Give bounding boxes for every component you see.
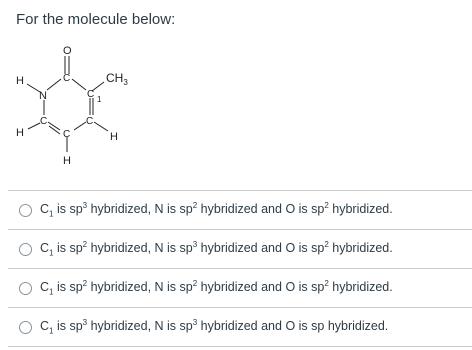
molecule-structure <box>0 40 200 175</box>
radio-button[interactable] <box>19 243 32 256</box>
atom-c-right: C <box>86 116 94 127</box>
answer-option-1[interactable] <box>8 190 472 229</box>
answer-label: $C_1$ is $sp^2$ hybridized, N is $sp^3$ hybridized and O is $sp^2$ hybridized. <box>40 240 393 258</box>
question-text: For the molecule below: <box>16 11 176 28</box>
radio-button[interactable] <box>19 321 32 334</box>
atom-h-left: H <box>16 75 24 87</box>
svg-text:CH3 <box>106 71 128 87</box>
atom-o: O <box>63 45 72 57</box>
atom-ch3: CH <box>106 71 124 85</box>
atom-c1: C <box>87 89 95 100</box>
atom-h-left-lower: H <box>16 127 24 139</box>
answer-option-2[interactable] <box>8 229 472 268</box>
answer-label: $C_1$ is $sp^2$ hybridized, N is $sp^2$ hybridized and O is $sp^2$ hybridized. <box>40 279 393 297</box>
answer-label: $C_1$ is $sp^3$ hybridized, N is $sp^2$ hybridized and O is $sp^2$ hybridized. <box>40 201 393 219</box>
atom-n: N <box>39 90 47 102</box>
atom-ch3-subscript: 3 <box>123 78 128 87</box>
atom-c-top: C <box>63 73 71 84</box>
answer-list <box>8 190 472 347</box>
atom-h-bottom: H <box>63 155 71 167</box>
atom-c1-number: 1 <box>97 95 102 104</box>
radio-button[interactable] <box>19 204 32 217</box>
answer-label: $C_1$ is $sp^3$ hybridized, N is $sp^3$ hybridized and O is sp hybridized. <box>40 318 389 336</box>
radio-button[interactable] <box>19 282 32 295</box>
atom-h-right: H <box>110 131 118 143</box>
atom-c-bottom: C <box>63 129 71 140</box>
answer-option-3[interactable] <box>8 268 472 307</box>
atom-c-left: C <box>40 116 48 127</box>
answer-option-4[interactable] <box>8 307 472 347</box>
